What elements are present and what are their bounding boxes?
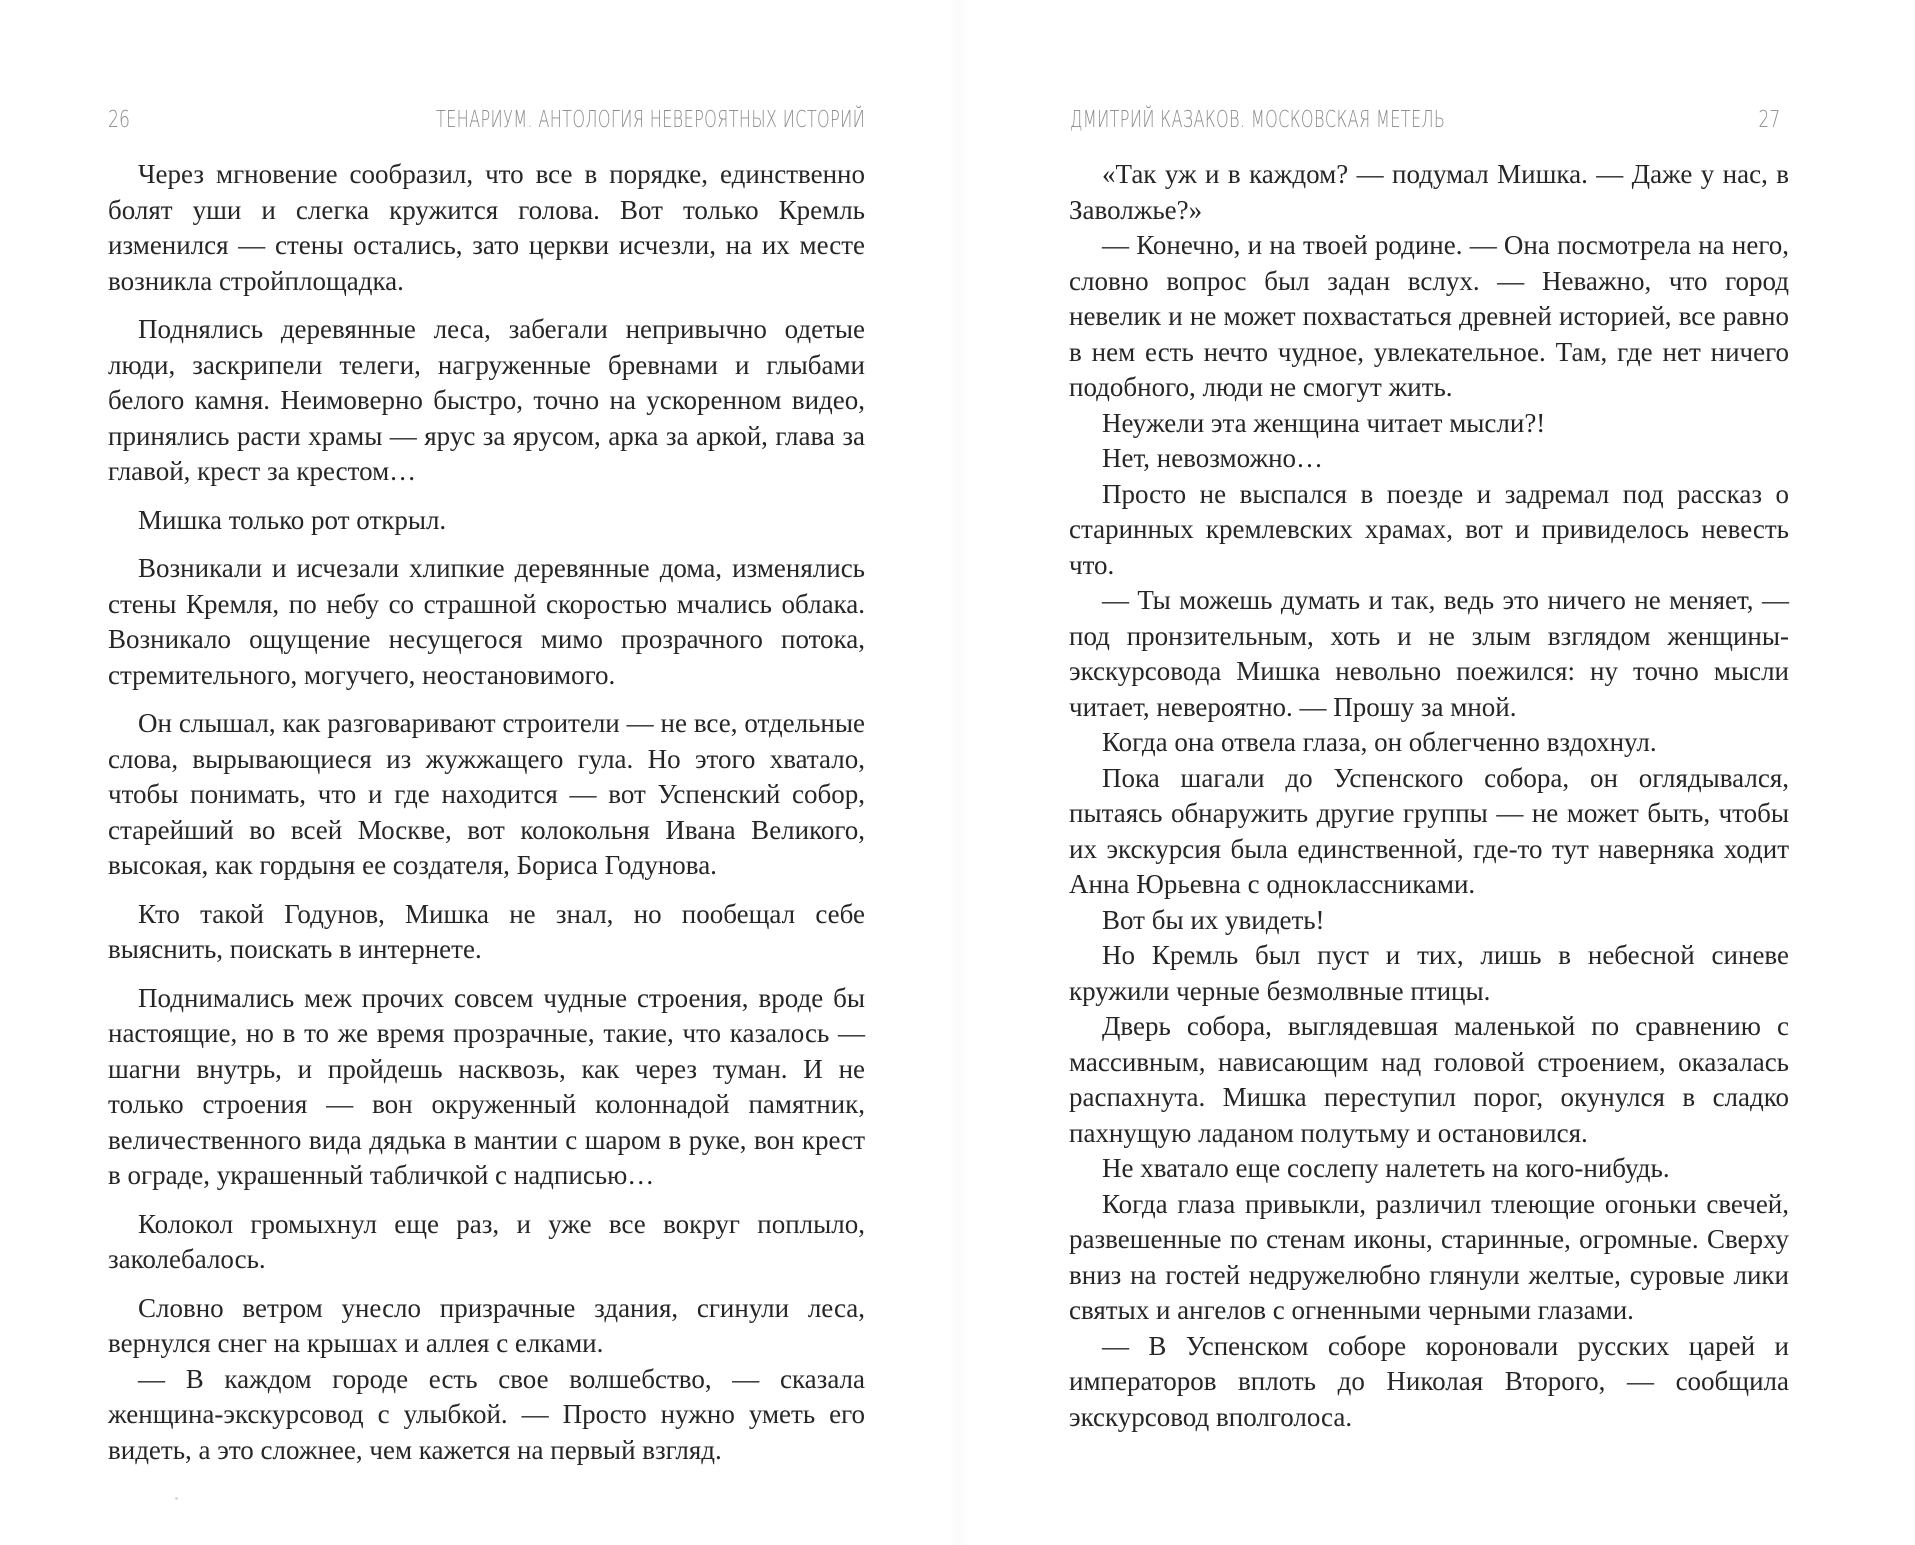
paragraph: — Ты можешь думать и так, ведь это ничего не меняет, — под пронзительным, хоть и не злым взглядом женщины-экскурсовода Мишка невольно поежился: ну точно мысли читает, невероятно. — Прошу за мной. xyxy=(1069,585,1789,722)
left-page xyxy=(0,0,957,1545)
paragraph: Не хватало еще сослепу налететь на кого-нибудь. xyxy=(1102,1153,1670,1183)
paragraph: Колокол громыхнул еще раз, и уже все вокруг поплыло, заколебалось. xyxy=(108,1208,865,1274)
left-running-header: ТЕНАРИУМ. АНТОЛОГИЯ НЕВЕРОЯТНЫХ ИСТОРИЙ xyxy=(435,107,865,133)
paragraph: — В каждом городе есть свое волшебство, — сказала женщина-экскурсовод с улыбкой. — Просто нужно уметь его видеть, а это сложнее, чем кажется на первый взгляд. xyxy=(108,1363,865,1465)
paragraph: Мишка только рот открыл. xyxy=(138,504,447,535)
paragraph: Поднимались меж прочих совсем чудные строения, вроде бы настоящие, но в то же время прозрачные, такие, что казалось — шагни внутрь, и пройдешь насквозь, как через туман. И не только строения — вон окруженный колоннадой памятник, величественного вида дядька в мантии с шаром в руке, вон крест в ограде, украшенный табличкой с надписью… xyxy=(108,982,865,1190)
left-page-number: 26 xyxy=(108,107,130,133)
paragraph: Когда она отвела глаза, он облегченно вздохнул. xyxy=(1102,727,1657,757)
paragraph: Поднялись деревянные леса, забегали непривычно одетые люди, заскрипели телеги, нагруженные бревнами и глыбами белого камня. Неимоверно быстро, точно на ускоренном видео, принялись расти храмы — ярус за ярусом, арка за аркой, глава за главой, крест за крестом… xyxy=(108,314,865,486)
paragraph: — В Успенском соборе короновали русских царей и императоров вплоть до Николая Второго, — сообщила экскурсовод вполголоса. xyxy=(1069,1330,1789,1432)
paragraph: Он слышал, как разговаривают строители — не все, отдельные слова, вырывающиеся из жужжащего гула. Но этого хватало, чтобы понимать, что и где находится — вот Успенский собор, старейший во всей Москве, вот колокольня Ивана Великого, высокая, как гордыня ее создателя, Бориса Годунова. xyxy=(108,708,865,880)
paragraph: Дверь собора, выглядевшая маленькой по сравнению с массивным, нависающим над головой строением, оказалась распахнута. Мишка переступил порог, окунулся в сладко пахнущую ладаном полутьму и остановился. xyxy=(1069,1011,1789,1148)
paragraph: Вот бы их увидеть! xyxy=(1102,904,1325,935)
paper-speck xyxy=(175,1497,178,1500)
paragraph: Кто такой Годунов, Мишка не знал, но пообещал себе выяснить, поискать в интернете. xyxy=(108,898,865,964)
left-text-block xyxy=(108,157,865,1468)
paragraph: Когда глаза привыкли, различил тлеющие огоньки свечей, развешенные по стенам иконы, старинные, огромные. Сверху вниз на гостей недружелюбно глянули желтые, суровые лики святых и ангелов с огненными черными глазами. xyxy=(1069,1188,1789,1325)
paragraph: Просто не выспался в поезде и задремал под рассказ о старинных кремлевских храмах, вот и привиделось невесть что. xyxy=(1069,478,1789,580)
paragraph: Словно ветром унесло призрачные здания, сгинули леса, вернулся снег на крышах и аллея с елками. xyxy=(108,1292,865,1358)
paragraph: Пока шагали до Успенского собора, он оглядывался, пытаясь обнаружить другие группы — не может быть, чтобы их экскурсия была единственной, где-то тут наверняка ходит Анна Юрьевна с одноклассниками. xyxy=(1069,762,1789,899)
right-running-header: ДМИТРИЙ КАЗАКОВ. МОСКОВСКАЯ МЕТЕЛЬ xyxy=(1070,107,1446,133)
right-page-number: 27 xyxy=(1758,107,1780,133)
paragraph: Через мгновение сообразил, что все в порядке, единственно болят уши и слегка кружится голова. Вот только Кремль изменился — стены остались, зато церкви исчезли, на их месте возникла стройплощадка. xyxy=(108,159,865,296)
paragraph: «Так уж и в каждом? — подумал Мишка. — Даже у нас, в Заволжье?» xyxy=(1069,159,1789,225)
paragraph: — Конечно, и на твоей родине. — Она посмотрела на него, словно вопрос был задан вслух. — Неважно, что город невелик и не может похвастаться древней историей, все равно в нем есть нечто чудное, увлекательное. Там, где нет ничего подобного, люди не смогут жить. xyxy=(1069,230,1789,402)
paragraph: Но Кремль был пуст и тих, лишь в небесной синеве кружили черные безмолвные птицы. xyxy=(1069,940,1789,1006)
paragraph: Неужели эта женщина читает мысли?! xyxy=(1102,407,1546,438)
paragraph: Возникали и исчезали хлипкие деревянные дома, изменялись стены Кремля, по небу со страшной скоростью мчались облака. Возникало ощущение несущегося мимо прозрачного потока, стремительного, могучего, неостановимого. xyxy=(108,553,865,690)
right-text-block xyxy=(1069,157,1789,1435)
paragraph: Нет, невозможно… xyxy=(1102,443,1324,473)
right-page xyxy=(958,0,1915,1545)
